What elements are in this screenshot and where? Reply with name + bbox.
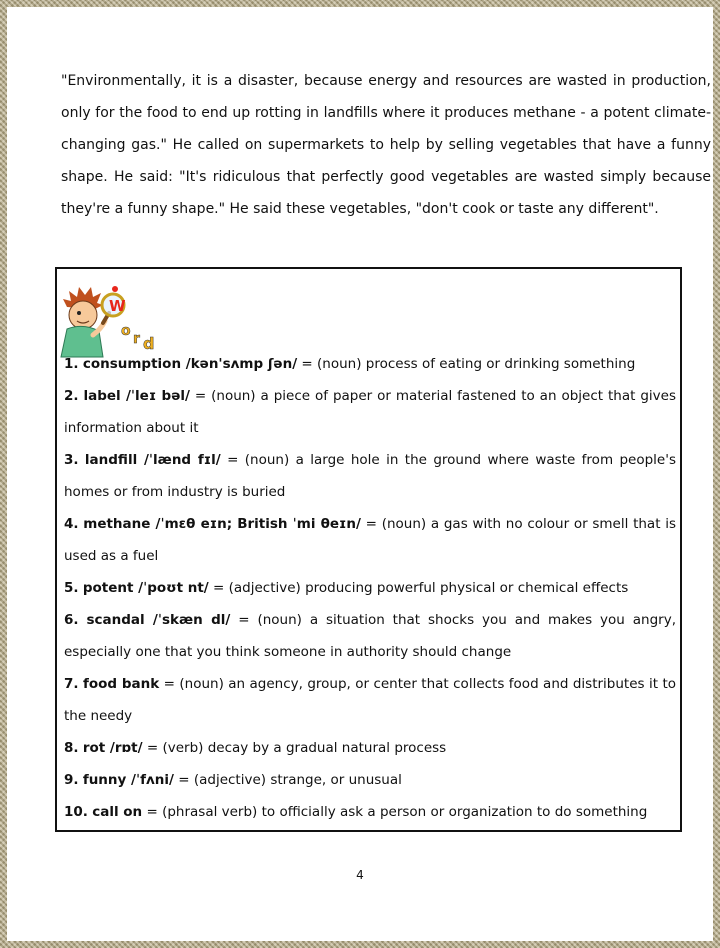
vocab-item-8 — [64, 732, 676, 764]
vocabulary-list — [64, 348, 676, 828]
intro-paragraph: "Environmentally, it is a disaster, because energy and resources are wasted in production, only for the food to end up rotting in landfills where it produces methane - a potent climate-changing gas." He called on supermarkets to help by selling vegetables that have a funny shape. He said: "It's ridiculous that perfectly good vegetables are wasted simply because they're a funny shape." He said these vegetables, "don't cook or taste any different". — [61, 73, 711, 217]
vocab-definition: = (noun) a gas with no colour or smell that is used as a fuel — [64, 516, 676, 564]
vocab-item-2 — [64, 380, 676, 444]
vocab-term: label /ˈleɪ bəl/ — [83, 388, 190, 404]
svg-text:o: o — [121, 323, 131, 339]
vocab-term: potent /ˈpoʊt nt/ — [82, 580, 209, 596]
vocab-definition: = (noun) a large hole in the ground where waste from people's homes or from industry is buried — [64, 452, 676, 500]
vocab-num: 1. — [64, 356, 79, 372]
vocab-item-7 — [64, 668, 676, 732]
vocab-num: 5. — [64, 580, 79, 596]
vocab-num: 9. — [64, 772, 79, 788]
vocab-item-4 — [64, 508, 676, 572]
vocab-num: 4. — [64, 516, 79, 532]
vocab-definition: = (noun) process of eating or drinking something — [297, 356, 636, 372]
vocab-num: 3. — [64, 452, 79, 468]
vocab-num: 7. — [64, 676, 79, 692]
svg-text:W: W — [109, 297, 126, 315]
vocab-definition: = (noun) a situation that shocks you and makes you angry, especially one that you think someone in authority should change — [64, 612, 677, 660]
vocab-term: consumption /kən'sʌmp ʃən/ — [82, 356, 298, 372]
vocab-definition: = (verb) decay by a gradual natural process — [142, 740, 447, 756]
vocab-item-6 — [64, 604, 676, 668]
vocab-definition: = (noun) a piece of paper or material fastened to an object that gives information about it — [64, 388, 676, 436]
vocab-num: 2. — [64, 388, 79, 404]
vocab-term: rot /rɒt/ — [82, 740, 143, 756]
vocab-definition: = (adjective) strange, or unusual — [173, 772, 402, 788]
vocab-definition: = (phrasal verb) to officially ask a person or organization to do something — [142, 804, 648, 820]
vocab-num: 10. — [64, 804, 88, 820]
vocab-definition: = (adjective) producing powerful physical or chemical effects — [208, 580, 629, 596]
vocabulary-box — [55, 267, 682, 832]
vocab-item-1 — [64, 348, 676, 380]
word-mascot-icon — [57, 277, 165, 359]
vocab-definition: = (noun) an agency, group, or center that collects food and distributes it to the needy — [64, 676, 676, 724]
vocab-term: food bank — [82, 676, 160, 692]
vocab-item-3 — [64, 444, 676, 508]
vocab-term: call on — [92, 804, 143, 820]
vocab-num: 8. — [64, 740, 79, 756]
vocab-term: funny /ˈfʌni/ — [82, 772, 174, 788]
document-page — [7, 7, 713, 941]
vocab-item-10 — [64, 796, 676, 828]
svg-text:r: r — [133, 331, 140, 347]
vocab-term: landfill /ˈlænd fɪl/ — [84, 452, 221, 468]
svg-text:d: d — [143, 334, 155, 353]
vocab-term: scandal /ˈskæn dl/ — [86, 612, 231, 628]
page-number: 4 — [356, 868, 364, 882]
vocab-item-9 — [64, 764, 676, 796]
vocab-term: methane /ˈmɛθ eɪn; British ˈmi θeɪn/ — [83, 516, 361, 532]
vocab-num: 6. — [64, 612, 79, 628]
vocab-item-5 — [64, 572, 676, 604]
